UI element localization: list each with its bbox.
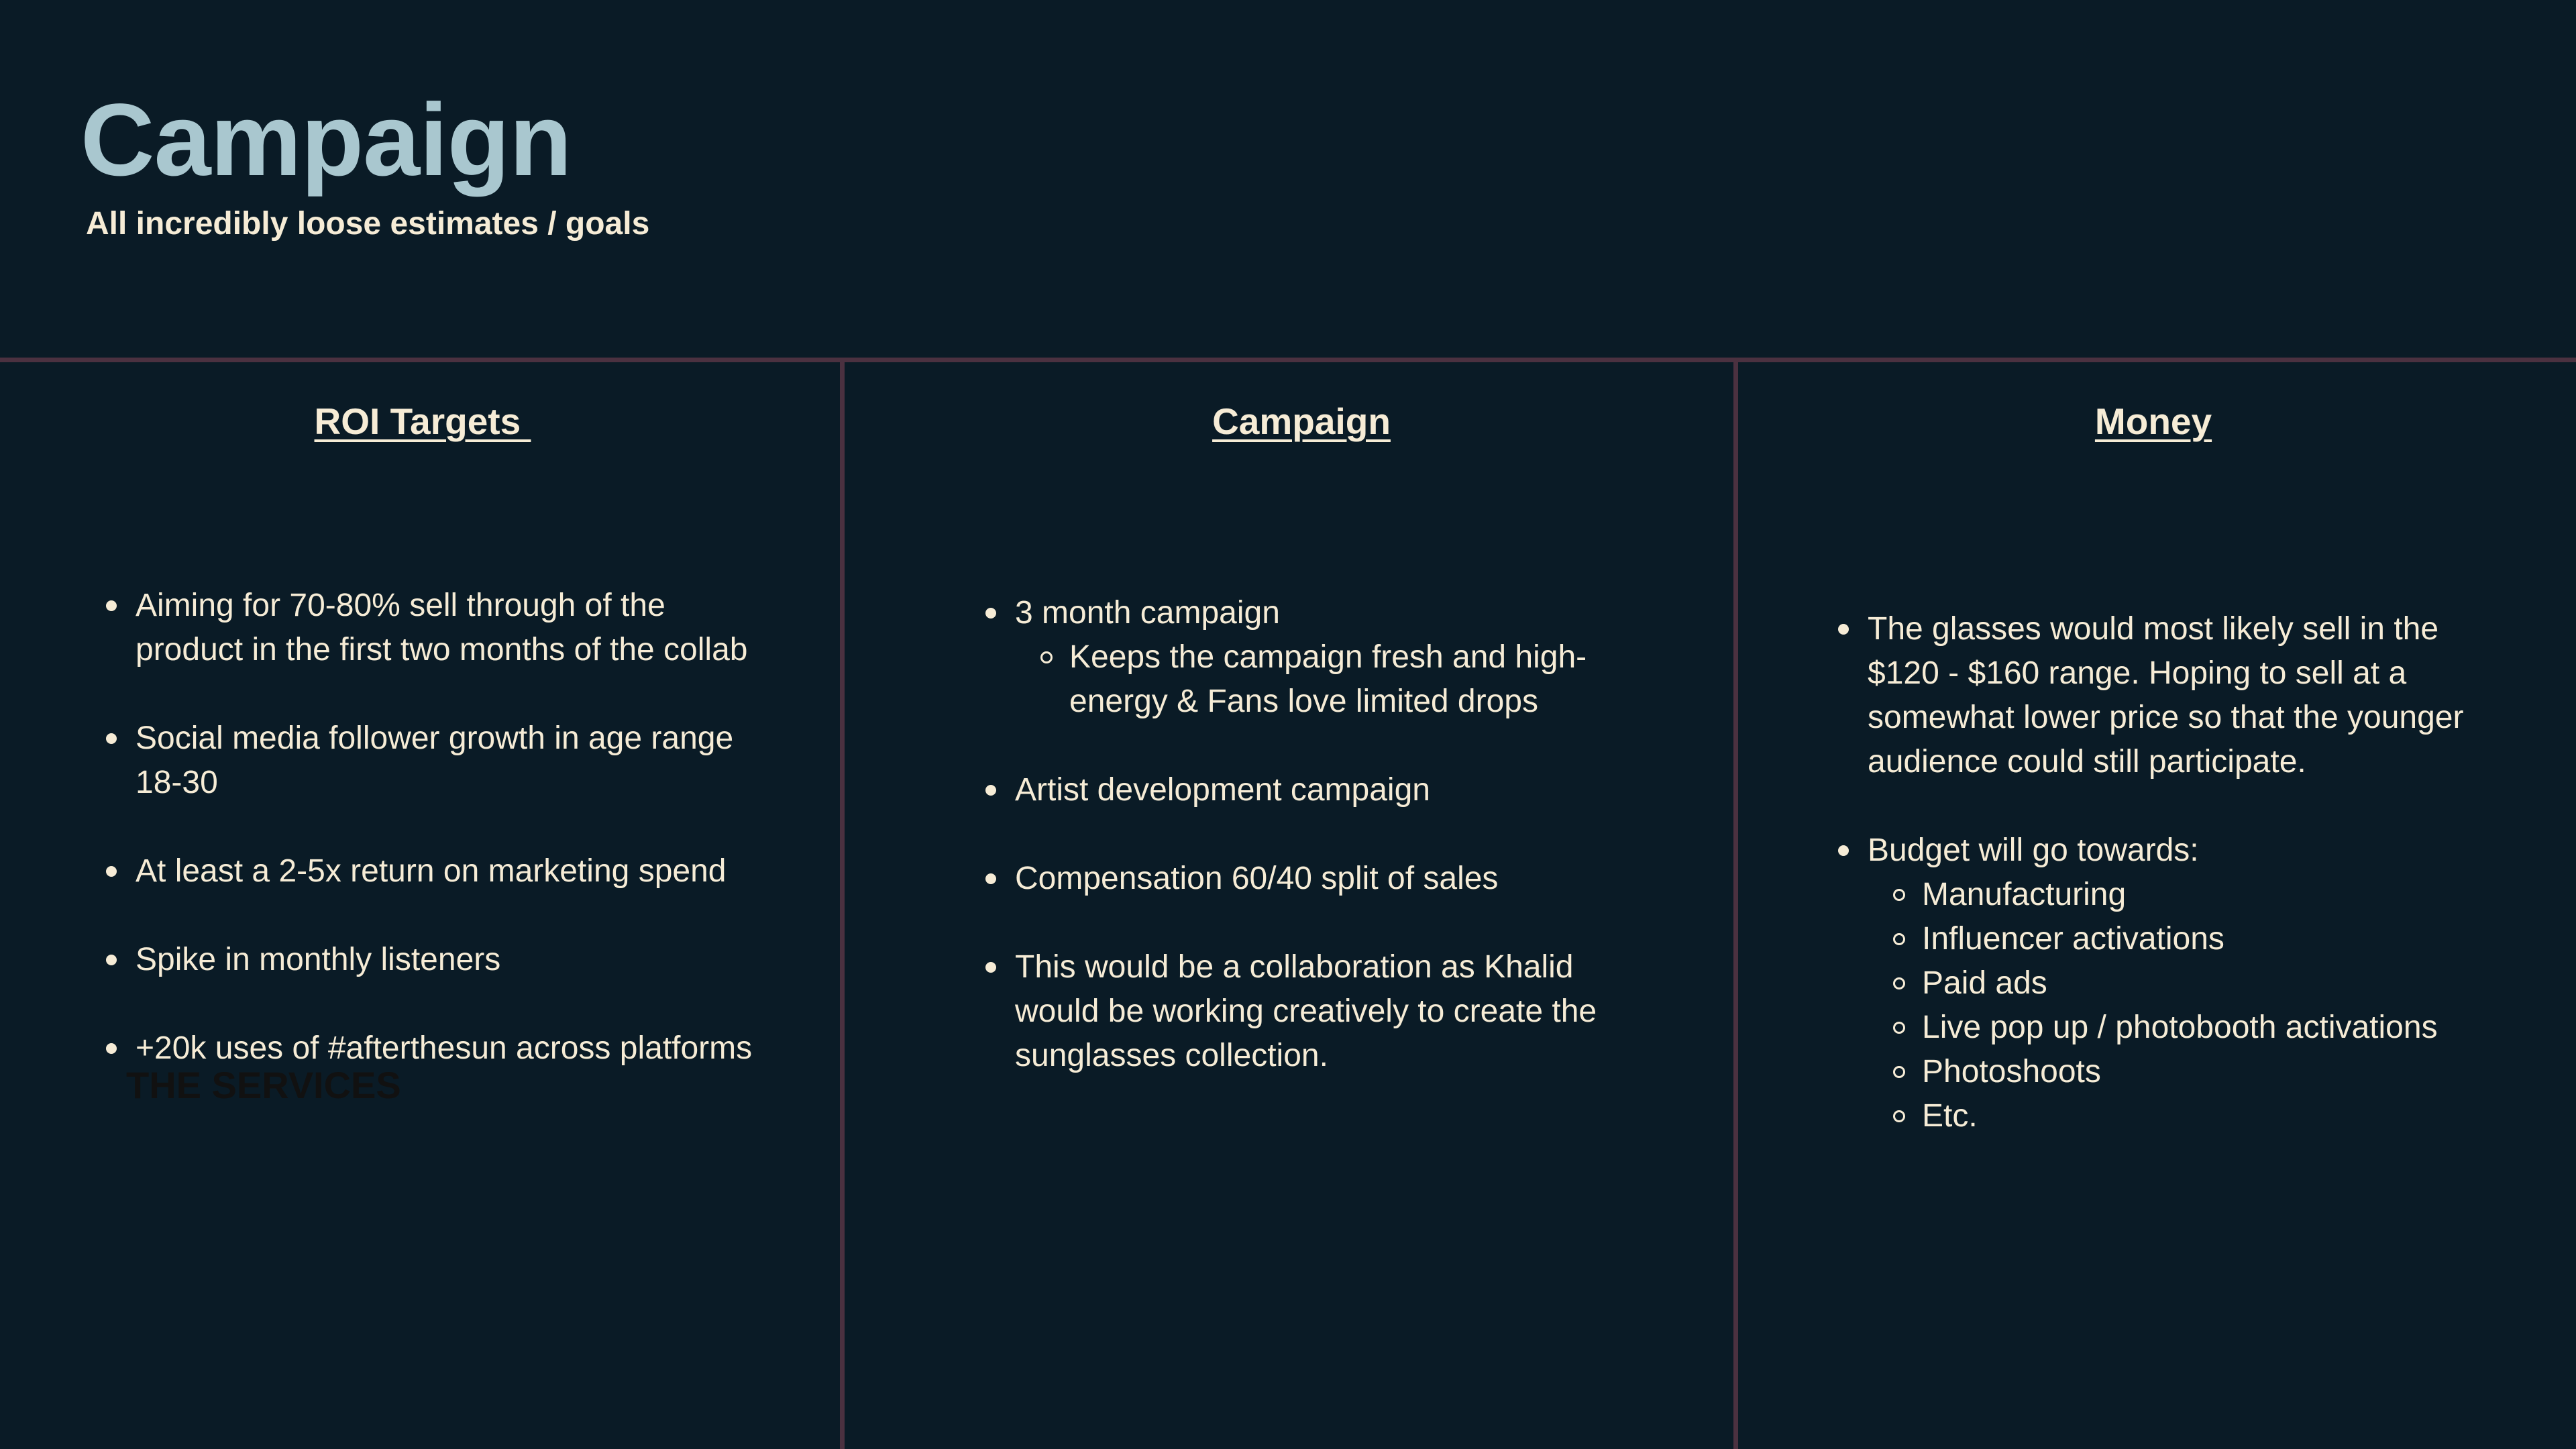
list-item bbox=[1015, 768, 1646, 812]
list-item bbox=[1015, 857, 1646, 901]
sub-list-item-text: Manufacturing bbox=[1922, 877, 2127, 912]
list-item bbox=[136, 849, 769, 894]
sub-bullet-icon bbox=[1040, 651, 1053, 663]
list-item bbox=[136, 716, 769, 805]
list-item-text: Budget will go towards: bbox=[1868, 833, 2199, 868]
sub-bullet-icon bbox=[1893, 889, 1905, 901]
bullet-icon bbox=[985, 962, 996, 973]
list-item bbox=[1015, 945, 1646, 1078]
list-item-text: Social media follower growth in age range 18-30 bbox=[136, 720, 734, 800]
roi-targets-list bbox=[136, 584, 769, 1071]
sub-bullet-icon bbox=[1893, 1110, 1905, 1122]
list-item bbox=[1015, 591, 1646, 724]
list-item bbox=[1868, 828, 2491, 1138]
horizontal-divider bbox=[0, 358, 2576, 362]
column-divider-right bbox=[1733, 362, 1738, 1449]
column-divider-left bbox=[840, 362, 845, 1449]
sub-list-item bbox=[1922, 1050, 2491, 1094]
sub-list-item bbox=[1922, 873, 2491, 917]
sub-list-item bbox=[1922, 1094, 2491, 1138]
bullet-icon bbox=[106, 733, 117, 744]
ghost-section-label: THE SERVICES bbox=[126, 1064, 401, 1106]
campaign-list bbox=[1015, 591, 1646, 1078]
sub-list-item-text: Paid ads bbox=[1922, 965, 2047, 1001]
list-item bbox=[136, 584, 769, 672]
sub-bullet-icon bbox=[1893, 1022, 1905, 1034]
list-item bbox=[136, 1026, 769, 1071]
list-item-text: At least a 2-5x return on marketing spend bbox=[136, 853, 727, 889]
slide-subtitle: All incredibly loose estimates / goals bbox=[86, 206, 650, 241]
list-item-text: Compensation 60/40 split of sales bbox=[1015, 861, 1499, 896]
sub-list-item bbox=[1922, 961, 2491, 1006]
sub-list-item-text: Etc. bbox=[1922, 1098, 1978, 1134]
bullet-icon bbox=[985, 785, 996, 796]
sub-list-item-text: Influencer activations bbox=[1922, 921, 2224, 957]
slide-title: Campaign bbox=[80, 83, 572, 197]
column-heading-campaign: Campaign bbox=[1212, 400, 1391, 442]
sub-list-item-text: Live pop up / photobooth activations bbox=[1922, 1010, 2438, 1045]
bullet-icon bbox=[1838, 845, 1849, 856]
bullet-icon bbox=[985, 608, 996, 619]
money-list bbox=[1868, 607, 2491, 1138]
sub-bullet-icon bbox=[1893, 1066, 1905, 1078]
bullet-icon bbox=[106, 1043, 117, 1054]
list-item bbox=[1868, 607, 2491, 784]
bullet-icon bbox=[985, 873, 996, 884]
sub-bullet-icon bbox=[1893, 977, 1905, 989]
bullet-icon bbox=[106, 600, 117, 611]
sub-list-item bbox=[1922, 917, 2491, 961]
sub-list-item-text: Photoshoots bbox=[1922, 1054, 2101, 1089]
sub-bullet-icon bbox=[1893, 933, 1905, 945]
list-item-text: Aiming for 70-80% sell through of the product in the first two months of the collab bbox=[136, 588, 748, 667]
sub-list bbox=[1868, 873, 2491, 1138]
bullet-icon bbox=[106, 955, 117, 965]
column-heading-roi-targets: ROI Targets bbox=[314, 400, 531, 442]
column-heading-money: Money bbox=[2094, 400, 2212, 442]
list-item-text: +20k uses of #afterthesun across platforms bbox=[136, 1030, 753, 1066]
list-item bbox=[136, 938, 769, 982]
sub-list-item bbox=[1069, 635, 1619, 724]
bullet-icon bbox=[1838, 624, 1849, 635]
sub-list-item bbox=[1922, 1006, 2491, 1050]
sub-list bbox=[1015, 635, 1619, 724]
sub-list-item-text: Keeps the campaign fresh and high-energy & Fans love limited drops bbox=[1069, 639, 1587, 719]
list-item-text: Spike in monthly listeners bbox=[136, 942, 501, 977]
list-item-text: The glasses would most likely sell in the $120 - $160 range. Hoping to sell at a somewhat lower price so that the younger audience could still participate. bbox=[1868, 611, 2464, 780]
bullet-icon bbox=[106, 866, 117, 877]
list-item-text: 3 month campaign bbox=[1015, 595, 1280, 631]
list-item-text: This would be a collaboration as Khalid would be working creatively to create the sunglasses collection. bbox=[1015, 949, 1597, 1073]
list-item-text: Artist development campaign bbox=[1015, 772, 1430, 808]
